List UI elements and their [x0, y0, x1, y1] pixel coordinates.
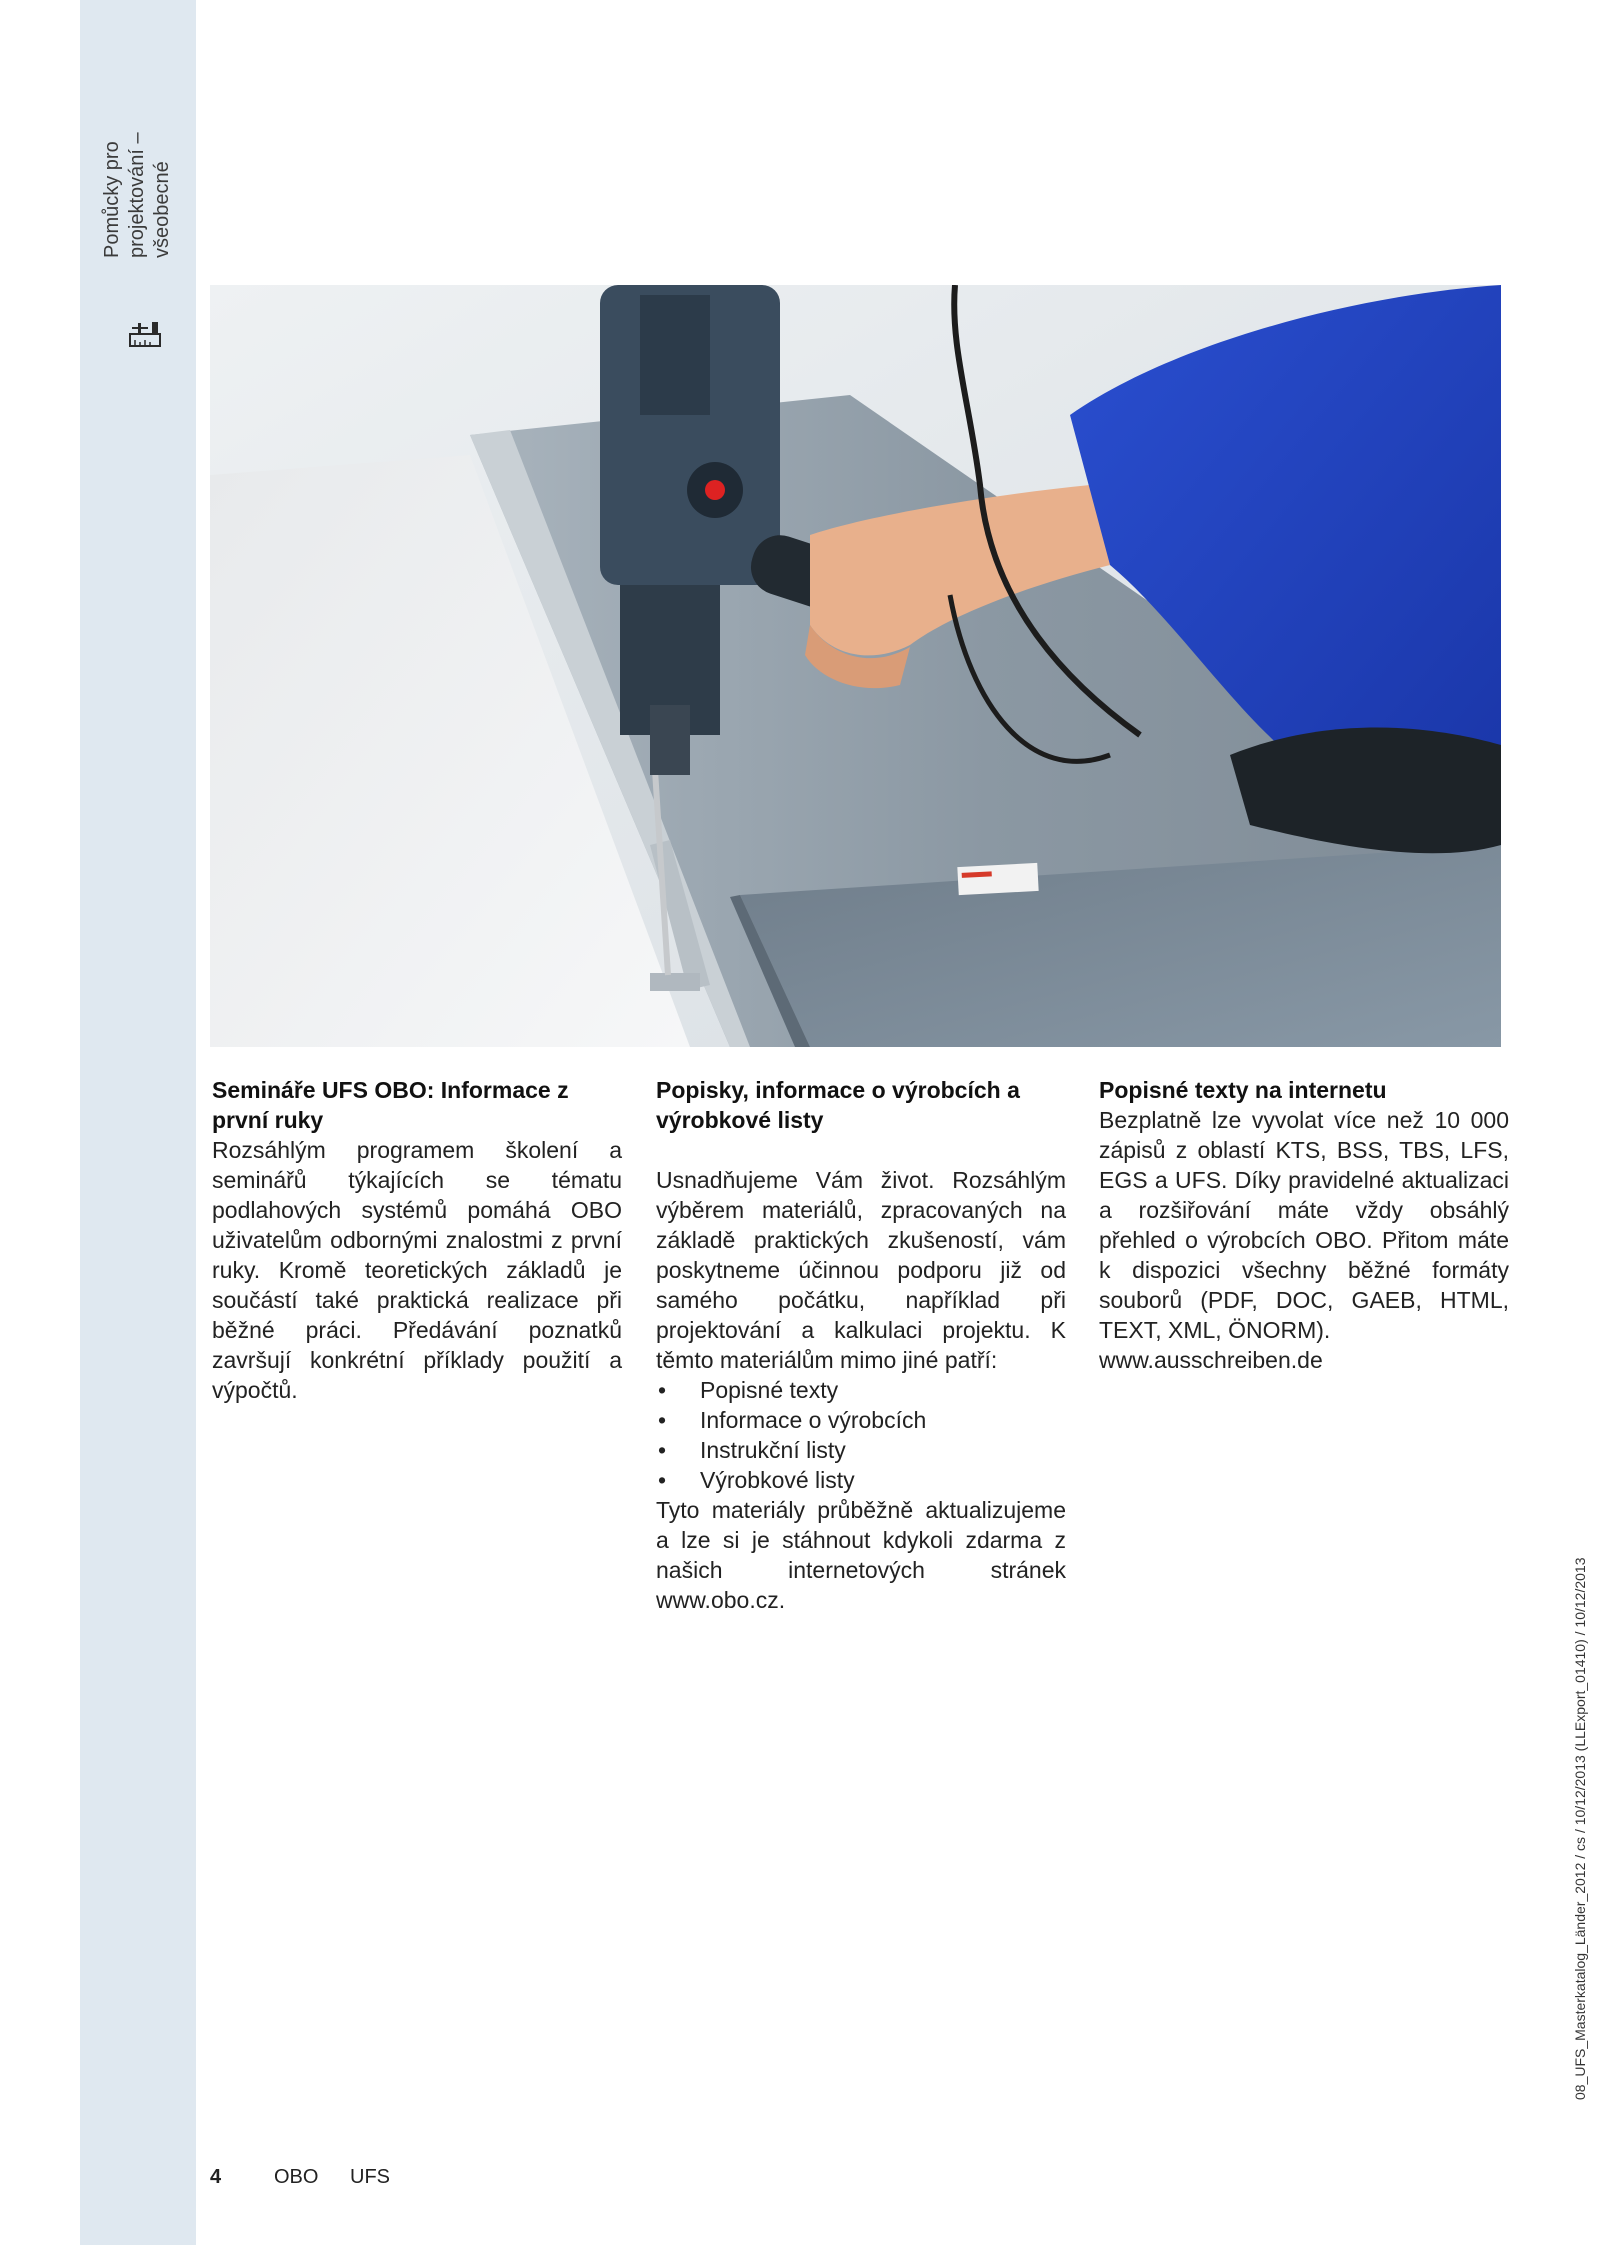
- list-item: • Informace o výrobcích: [656, 1405, 1066, 1435]
- footer-brand: OBO: [274, 2166, 319, 2188]
- list-item: • Výrobkové listy: [656, 1465, 1066, 1495]
- list-item: • Popisné texty: [656, 1375, 1066, 1405]
- column-heading: Popisky, informace o výrobcích a výrobkové listy: [656, 1077, 1020, 1133]
- column-outro: Tyto materiály průběžně aktualizujeme a lze si je stáhnout kdykoli zdarma z našich internetových stránek www.obo.cz.: [656, 1497, 1066, 1613]
- footer-product-line: UFS: [350, 2166, 390, 2188]
- page-number: 4: [210, 2166, 222, 2188]
- worker-drilling-floor-duct-image: [210, 285, 1501, 1047]
- column-body: Rozsáhlým programem školení a seminářů týkajících se tématu podlahových systémů pomáhá OBO uživatelům odbornými znalostmi z první ruky. Kromě teoretických základů je součástí také praktická realizace při běžné práci. Předávání poznatků završují konkrétní příklady použití a výpočtů.: [212, 1137, 622, 1403]
- tools-ruler-icon: [128, 320, 162, 348]
- column-intro: Usnadňujeme Vám život. Rozsáhlým výběrem materiálů, zpracovaných na základě praktických zkušeností, vám poskytneme účinnou podporu již od samého počátku, například při projektování a kalkulaci projektu. K těmto materiálům mimo jiné patří:: [656, 1167, 1066, 1373]
- column-body: Bezplatně lze vyvolat více než 10 000 zápisů z oblastí KTS, BSS, TBS, LFS, EGS a UFS. Díky pravidelné aktualizaci a rozšiřování máte vždy obsáhlý přehled o výrobcích OBO. Přitom máte k dispozici všechny běžné formáty souborů (PDF, DOC, GAEB, HTML, TEXT, XML, ÖNORM).: [1099, 1107, 1509, 1343]
- column-internet-texts: [1099, 1075, 1509, 1375]
- list-item: • Instrukční listy: [656, 1435, 1066, 1465]
- file-reference: 08_UFS_Masterkatalog_Länder_2012 / cs / 10/12/2013 (LLExport_01410) / 10/12/2013: [1572, 1557, 1588, 2100]
- column-heading: Semináře UFS OBO: Informace z první ruky: [212, 1077, 569, 1133]
- website-link[interactable]: www.ausschreiben.de: [1099, 1347, 1323, 1373]
- column-seminars: [212, 1075, 622, 1405]
- section-title: Pomůcky pro projektování – všeobecné: [101, 132, 173, 258]
- column-heading: Popisné texty na internetu: [1099, 1077, 1387, 1103]
- materials-list: [656, 1375, 1066, 1495]
- column-product-info: [656, 1075, 1066, 1615]
